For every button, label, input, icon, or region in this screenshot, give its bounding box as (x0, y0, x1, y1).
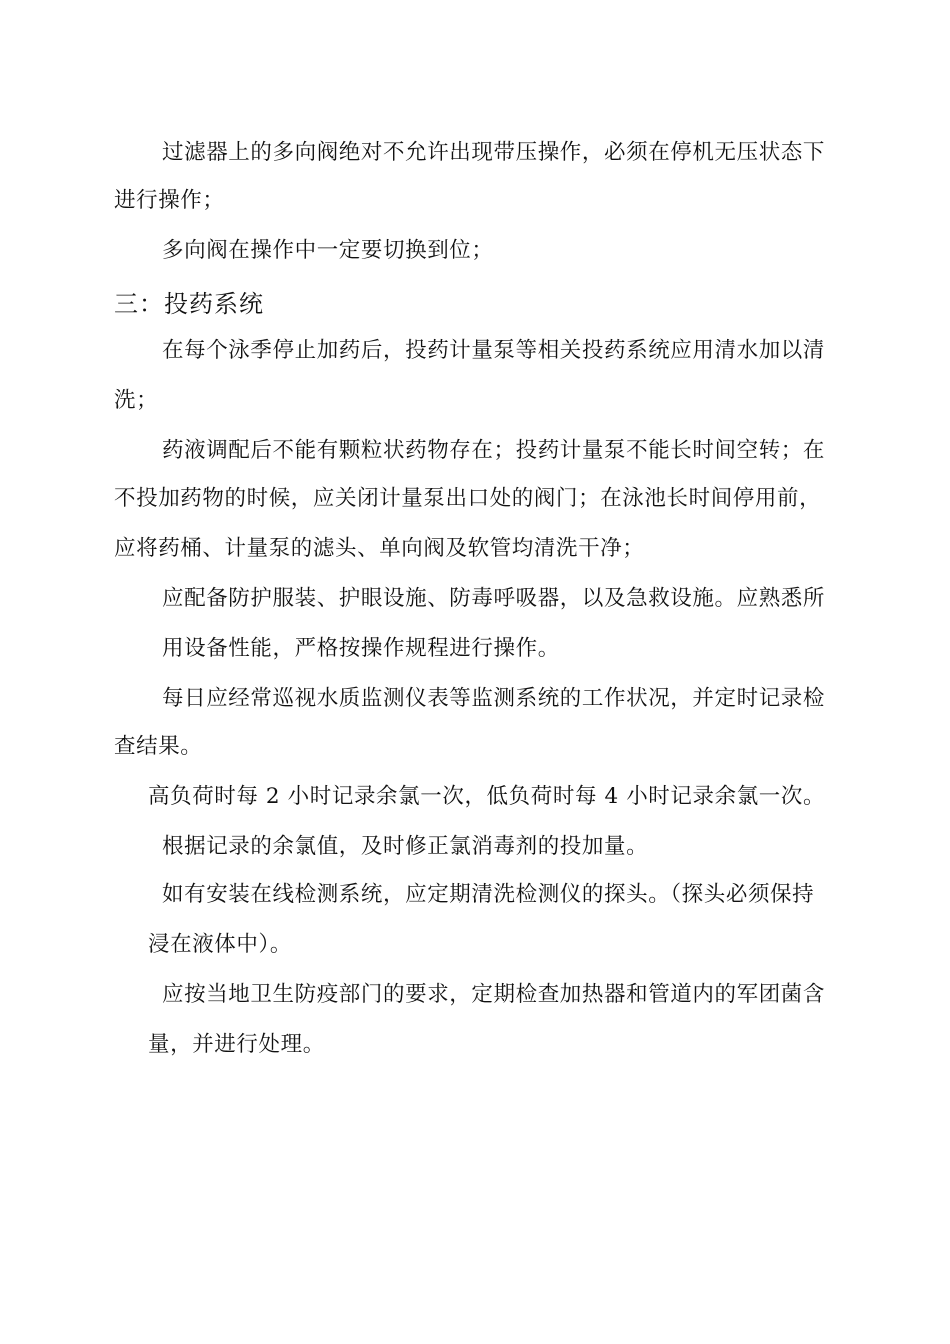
paragraph-line: 在每个泳季停止加药后，投药计量泵等相关投药系统应用清水加以清 (162, 338, 826, 363)
paragraph-line: 不投加药物的时候，应关闭计量泵出口处的阀门；在泳池长时间停用前， (114, 486, 822, 511)
paragraph-line: 用设备性能，严格按操作规程进行操作。 (162, 636, 560, 661)
paragraph-line: 进行操作； (114, 188, 225, 213)
paragraph-line: 药液调配后不能有颗粒状药物存在；投药计量泵不能长时间空转；在 (162, 438, 826, 463)
paragraph-line: 应将药桶、计量泵的滤头、单向阀及软管均清洗干净； (114, 536, 645, 561)
paragraph-line: 洗； (114, 388, 159, 413)
paragraph-line: 查结果。 (114, 734, 203, 759)
paragraph-line: 如有安装在线检测系统，应定期清洗检测仪的探头。（探头必须保持 (162, 882, 815, 907)
section-heading: 三：投药系统 (114, 290, 264, 318)
paragraph-line: 量，并进行处理。 (148, 1032, 325, 1057)
paragraph-line: 多向阀在操作中一定要切换到位； (162, 238, 494, 263)
paragraph-line: 过滤器上的多向阀绝对不允许出现带压操作，必须在停机无压状态下 (162, 140, 826, 165)
paragraph-line: 应配备防护服装、护眼设施、防毒呼吸器，以及急救设施。应熟悉所 (162, 586, 826, 611)
paragraph-line: 应按当地卫生防疫部门的要求，定期检查加热器和管道内的军团菌含 (162, 982, 826, 1007)
paragraph-line: 根据记录的余氯值，及时修正氯消毒剂的投加量。 (162, 834, 649, 859)
paragraph-line: 每日应经常巡视水质监测仪表等监测系统的工作状况，并定时记录检 (162, 686, 826, 711)
paragraph-line: 浸在液体中）。 (148, 932, 292, 957)
paragraph-line: 高负荷时每 2 小时记录余氯一次，低负荷时每 4 小时记录余氯一次。 (148, 784, 826, 809)
